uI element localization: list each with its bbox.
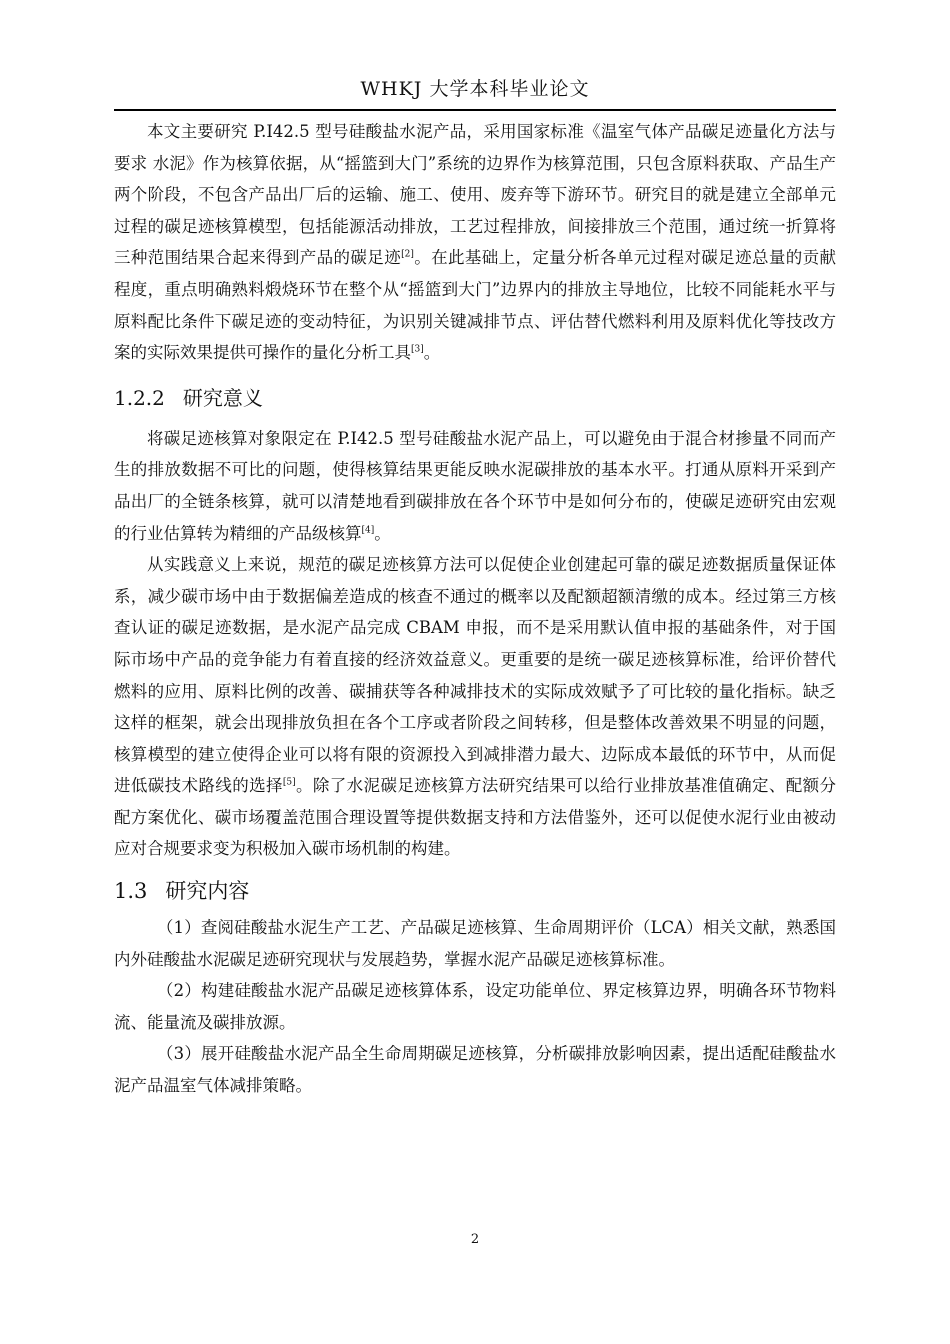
text-span: 。在此基础上，定量分析各单元过程对碳足迹总量的贡献程度，重点明确熟料煅烧环节在整个从“摇篮到大门”边界内的排放主导地位，比较不同能耗水平与原料配比条件下碳足迹的变动特征，为识别关键减排节点、评估替代燃料利用及原料优化等技改方案的实际效果提供可操作的量化分析工具 (114, 248, 837, 363)
citation-ref[interactable]: [4] (361, 525, 375, 536)
list-item: （2）构建硅酸盐水泥产品碳足迹核算体系，设定功能单位、界定核算边界，明确各环节物料流、能量流及碳排放源。 (114, 981, 836, 1032)
section-number: 1.3 (114, 879, 148, 904)
list-item: （1）查阅硅酸盐水泥生产工艺、产品碳足迹核算、生命周期评价（LCA）相关文献，熟悉国内外硅酸盐水泥碳足迹研究现状与发展趋势，掌握水泥产品碳足迹核算标准。 (114, 918, 836, 969)
paragraph-significance-1 (114, 423, 836, 549)
page-number: 2 (470, 1232, 480, 1247)
header-rule (114, 109, 836, 111)
section-title: 研究意义 (182, 385, 263, 410)
running-header: WHKJ 大学本科毕业论文 (360, 78, 590, 100)
paragraph-research-objective (114, 116, 836, 369)
text-span: 。 (423, 343, 441, 363)
body-content (114, 116, 836, 1102)
text-span: 将碳足迹核算对象限定在 P.I42.5 型号硅酸盐水泥产品上，可以避免由于混合材掺量不同而产生的排放数据不可比的问题，使得核算结果更能反映水泥碳排放的基本水平。打通从原料开采到产品出厂的全链条核算，就可以清楚地看到碳排放在各个环节中是如何分布的，使碳足迹研究由宏观的行业估算转为精细的产品级核算 (114, 428, 836, 543)
citation-ref[interactable]: [5] (282, 777, 296, 788)
section-title: 研究内容 (165, 879, 250, 904)
text-span: 。除了水泥碳足迹核算方法研究结果可以给行业排放基准值确定、配额分配方案优化、碳市场覆盖范围合理设置等提供数据支持和方法借鉴外，还可以促使水泥行业由被动应对合规要求变为积极加入碳市场机制的构建。 (114, 776, 837, 859)
section-heading-research-significance (114, 383, 836, 413)
citation-ref[interactable]: [2] (401, 249, 414, 260)
text-span: 。 (374, 523, 391, 543)
list-item: （3）展开硅酸盐水泥产品全生命周期碳足迹核算，分析碳排放影响因素，提出适配硅酸盐水泥产品温室气体减排策略。 (114, 1044, 836, 1096)
section-heading-research-content (114, 875, 836, 907)
section-number: 1.2.2 (114, 385, 165, 410)
text-span: 从实践意义上来说，规范的碳足迹核算方法可以促使企业创建起可靠的碳足迹数据质量保证体系，减少碳市场中由于数据偏差造成的核查不通过的概率以及配额超额清缴的成本。经过第三方核查认证的碳足迹数据，是水泥产品完成 CBAM 申报，而不是采用默认值申报的基础条件，对于国际市场中产品的竞争能力有着直接的经济效益意义。更重要的是统一碳足迹核算标准，给评价替代燃料的应用、原料比例的改善、碳捕获等各种减排技术的实际成效赋予了可比较的量化指标。缺乏这样的框架，就会出现排放负担在各个工序或者阶段之间转移，但是整体改善效果不明显的问题，核算模型的建立使得企业可以将有限的资源投入到减排潜力最大、边际成本最低的环节中，从而促进低碳技术路线的选择 (114, 555, 836, 796)
paragraph-significance-2 (114, 549, 836, 865)
text-span: 本文主要研究 P.I42.5 型号硅酸盐水泥产品，采用国家标准《温室气体产品碳足迹量化方法与要求 水泥》作为核算依据，从“摇篮到大门”系统的边界作为核算范围，只包含原料获取、产品生产两个阶段，不包含产品出厂后的运输、施工、使用、废弃等下游环节。研究目的就是建立全部单元过程的碳足迹核算模型，包括能源活动排放，工艺过程排放，间接排放三个范围，通过统一折算将三种范围结果合起来得到产品的碳足迹 (114, 122, 836, 268)
citation-ref[interactable]: [3] (411, 344, 424, 355)
